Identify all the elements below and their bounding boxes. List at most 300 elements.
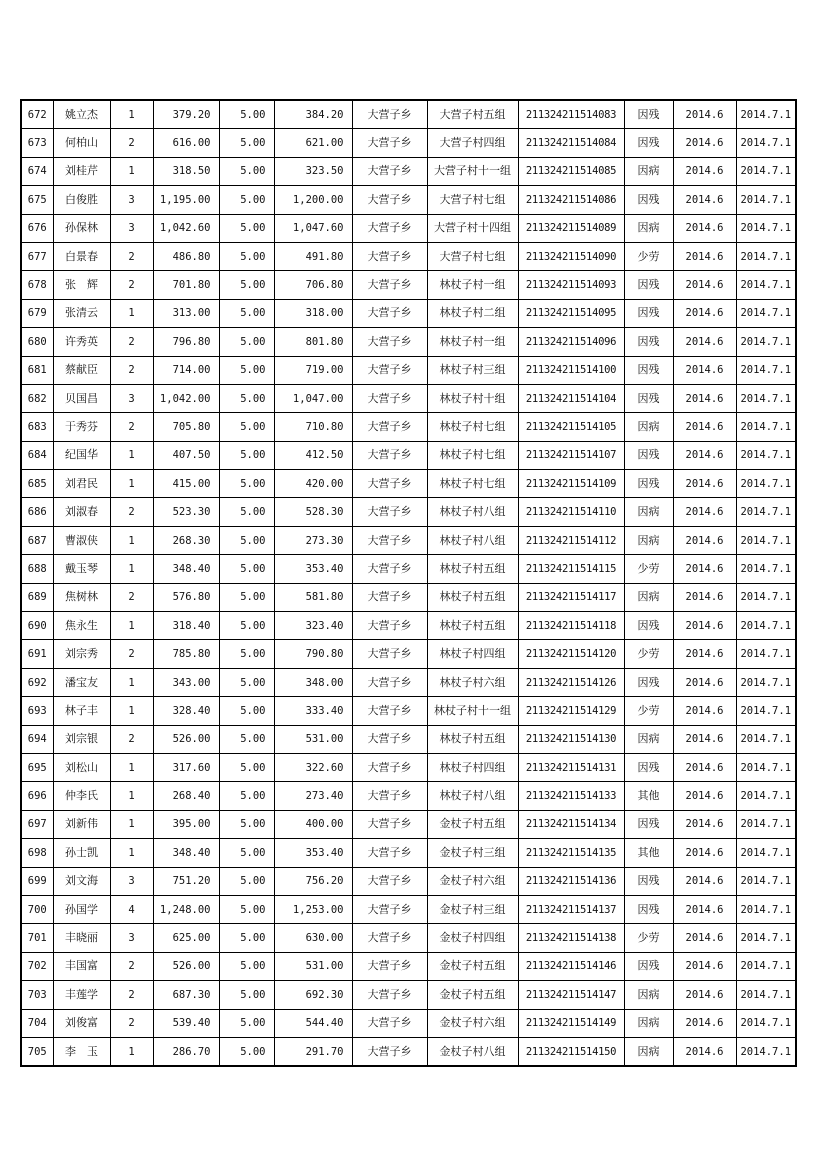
table-row bbox=[21, 356, 796, 384]
village-group: 林杖子村二组 bbox=[427, 299, 518, 327]
issue-date: 2014.7.1 bbox=[736, 441, 796, 469]
person-name: 张清云 bbox=[53, 299, 110, 327]
total-amount: 318.00 bbox=[274, 299, 352, 327]
township: 大营子乡 bbox=[352, 583, 427, 611]
person-name: 戴玉琴 bbox=[53, 555, 110, 583]
base-amount: 714.00 bbox=[153, 356, 219, 384]
township: 大营子乡 bbox=[352, 1037, 427, 1066]
row-index: 687 bbox=[21, 526, 53, 554]
village-group: 金杖子村四组 bbox=[427, 924, 518, 952]
base-amount: 1,042.00 bbox=[153, 384, 219, 412]
person-name: 孙国学 bbox=[53, 895, 110, 923]
table-row bbox=[21, 526, 796, 554]
total-amount: 400.00 bbox=[274, 810, 352, 838]
row-index: 692 bbox=[21, 668, 53, 696]
supplement-amount: 5.00 bbox=[219, 186, 274, 214]
id-code: 211324211514083 bbox=[518, 100, 624, 129]
township: 大营子乡 bbox=[352, 328, 427, 356]
person-name: 潘宝友 bbox=[53, 668, 110, 696]
village-group: 林杖子村五组 bbox=[427, 612, 518, 640]
supplement-amount: 5.00 bbox=[219, 640, 274, 668]
supplement-amount: 5.00 bbox=[219, 668, 274, 696]
household-size: 2 bbox=[110, 356, 153, 384]
reason: 因病 bbox=[624, 214, 673, 242]
issue-date: 2014.7.1 bbox=[736, 640, 796, 668]
id-code: 211324211514130 bbox=[518, 725, 624, 753]
start-date: 2014.6 bbox=[673, 753, 736, 781]
table-row bbox=[21, 612, 796, 640]
household-size: 2 bbox=[110, 413, 153, 441]
person-name: 蔡献臣 bbox=[53, 356, 110, 384]
relief-roster-table bbox=[20, 99, 797, 1067]
household-size: 1 bbox=[110, 157, 153, 185]
row-index: 677 bbox=[21, 242, 53, 270]
table-row bbox=[21, 186, 796, 214]
village-group: 金杖子村五组 bbox=[427, 981, 518, 1009]
supplement-amount: 5.00 bbox=[219, 129, 274, 157]
table-row bbox=[21, 157, 796, 185]
start-date: 2014.6 bbox=[673, 413, 736, 441]
total-amount: 322.60 bbox=[274, 753, 352, 781]
issue-date: 2014.7.1 bbox=[736, 100, 796, 129]
issue-date: 2014.7.1 bbox=[736, 555, 796, 583]
reason: 少劳 bbox=[624, 555, 673, 583]
reason: 因残 bbox=[624, 612, 673, 640]
supplement-amount: 5.00 bbox=[219, 526, 274, 554]
table-row bbox=[21, 441, 796, 469]
base-amount: 687.30 bbox=[153, 981, 219, 1009]
table-row bbox=[21, 498, 796, 526]
household-size: 1 bbox=[110, 470, 153, 498]
start-date: 2014.6 bbox=[673, 697, 736, 725]
id-code: 211324211514146 bbox=[518, 952, 624, 980]
base-amount: 268.30 bbox=[153, 526, 219, 554]
reason: 因残 bbox=[624, 441, 673, 469]
id-code: 211324211514110 bbox=[518, 498, 624, 526]
base-amount: 616.00 bbox=[153, 129, 219, 157]
supplement-amount: 5.00 bbox=[219, 214, 274, 242]
table-row bbox=[21, 981, 796, 1009]
reason: 因残 bbox=[624, 299, 673, 327]
township: 大营子乡 bbox=[352, 668, 427, 696]
id-code: 211324211514090 bbox=[518, 242, 624, 270]
person-name: 刘新伟 bbox=[53, 810, 110, 838]
base-amount: 318.40 bbox=[153, 612, 219, 640]
start-date: 2014.6 bbox=[673, 129, 736, 157]
row-index: 703 bbox=[21, 981, 53, 1009]
village-group: 林杖子村六组 bbox=[427, 668, 518, 696]
issue-date: 2014.7.1 bbox=[736, 413, 796, 441]
start-date: 2014.6 bbox=[673, 271, 736, 299]
supplement-amount: 5.00 bbox=[219, 271, 274, 299]
start-date: 2014.6 bbox=[673, 810, 736, 838]
supplement-amount: 5.00 bbox=[219, 413, 274, 441]
reason: 因病 bbox=[624, 1009, 673, 1037]
household-size: 1 bbox=[110, 697, 153, 725]
row-index: 694 bbox=[21, 725, 53, 753]
reason: 因病 bbox=[624, 1037, 673, 1066]
village-group: 大营子村五组 bbox=[427, 100, 518, 129]
household-size: 2 bbox=[110, 952, 153, 980]
base-amount: 407.50 bbox=[153, 441, 219, 469]
row-index: 700 bbox=[21, 895, 53, 923]
row-index: 684 bbox=[21, 441, 53, 469]
person-name: 仲李氏 bbox=[53, 782, 110, 810]
village-group: 林杖子村八组 bbox=[427, 782, 518, 810]
base-amount: 539.40 bbox=[153, 1009, 219, 1037]
person-name: 丰国富 bbox=[53, 952, 110, 980]
supplement-amount: 5.00 bbox=[219, 782, 274, 810]
start-date: 2014.6 bbox=[673, 100, 736, 129]
issue-date: 2014.7.1 bbox=[736, 782, 796, 810]
id-code: 211324211514120 bbox=[518, 640, 624, 668]
village-group: 大营子村十一组 bbox=[427, 157, 518, 185]
reason: 因残 bbox=[624, 328, 673, 356]
person-name: 曹淑侠 bbox=[53, 526, 110, 554]
township: 大营子乡 bbox=[352, 612, 427, 640]
reason: 少劳 bbox=[624, 697, 673, 725]
township: 大营子乡 bbox=[352, 271, 427, 299]
id-code: 211324211514126 bbox=[518, 668, 624, 696]
base-amount: 526.00 bbox=[153, 725, 219, 753]
total-amount: 291.70 bbox=[274, 1037, 352, 1066]
household-size: 1 bbox=[110, 555, 153, 583]
start-date: 2014.6 bbox=[673, 612, 736, 640]
table-row bbox=[21, 1009, 796, 1037]
village-group: 林杖子村五组 bbox=[427, 725, 518, 753]
total-amount: 1,047.60 bbox=[274, 214, 352, 242]
start-date: 2014.6 bbox=[673, 668, 736, 696]
base-amount: 785.80 bbox=[153, 640, 219, 668]
village-group: 金杖子村八组 bbox=[427, 1037, 518, 1066]
base-amount: 486.80 bbox=[153, 242, 219, 270]
person-name: 孙保林 bbox=[53, 214, 110, 242]
base-amount: 328.40 bbox=[153, 697, 219, 725]
village-group: 大营子村七组 bbox=[427, 242, 518, 270]
township: 大营子乡 bbox=[352, 100, 427, 129]
village-group: 林杖子村五组 bbox=[427, 555, 518, 583]
township: 大营子乡 bbox=[352, 526, 427, 554]
issue-date: 2014.7.1 bbox=[736, 753, 796, 781]
id-code: 211324211514135 bbox=[518, 839, 624, 867]
supplement-amount: 5.00 bbox=[219, 384, 274, 412]
supplement-amount: 5.00 bbox=[219, 299, 274, 327]
id-code: 211324211514104 bbox=[518, 384, 624, 412]
id-code: 211324211514100 bbox=[518, 356, 624, 384]
base-amount: 379.20 bbox=[153, 100, 219, 129]
household-size: 2 bbox=[110, 583, 153, 611]
total-amount: 412.50 bbox=[274, 441, 352, 469]
issue-date: 2014.7.1 bbox=[736, 952, 796, 980]
issue-date: 2014.7.1 bbox=[736, 810, 796, 838]
village-group: 金杖子村五组 bbox=[427, 952, 518, 980]
person-name: 丰莲学 bbox=[53, 981, 110, 1009]
row-index: 678 bbox=[21, 271, 53, 299]
start-date: 2014.6 bbox=[673, 1009, 736, 1037]
issue-date: 2014.7.1 bbox=[736, 186, 796, 214]
reason: 因残 bbox=[624, 271, 673, 299]
township: 大营子乡 bbox=[352, 242, 427, 270]
id-code: 211324211514084 bbox=[518, 129, 624, 157]
table-row bbox=[21, 867, 796, 895]
issue-date: 2014.7.1 bbox=[736, 1037, 796, 1066]
supplement-amount: 5.00 bbox=[219, 697, 274, 725]
id-code: 211324211514115 bbox=[518, 555, 624, 583]
base-amount: 1,248.00 bbox=[153, 895, 219, 923]
issue-date: 2014.7.1 bbox=[736, 242, 796, 270]
township: 大营子乡 bbox=[352, 753, 427, 781]
village-group: 林杖子村三组 bbox=[427, 356, 518, 384]
row-index: 697 bbox=[21, 810, 53, 838]
row-index: 675 bbox=[21, 186, 53, 214]
household-size: 2 bbox=[110, 498, 153, 526]
start-date: 2014.6 bbox=[673, 895, 736, 923]
total-amount: 420.00 bbox=[274, 470, 352, 498]
total-amount: 491.80 bbox=[274, 242, 352, 270]
table-row bbox=[21, 782, 796, 810]
village-group: 大营子村七组 bbox=[427, 186, 518, 214]
id-code: 211324211514095 bbox=[518, 299, 624, 327]
issue-date: 2014.7.1 bbox=[736, 981, 796, 1009]
township: 大营子乡 bbox=[352, 498, 427, 526]
id-code: 211324211514107 bbox=[518, 441, 624, 469]
person-name: 刘松山 bbox=[53, 753, 110, 781]
reason: 其他 bbox=[624, 839, 673, 867]
id-code: 211324211514150 bbox=[518, 1037, 624, 1066]
township: 大营子乡 bbox=[352, 867, 427, 895]
row-index: 683 bbox=[21, 413, 53, 441]
start-date: 2014.6 bbox=[673, 441, 736, 469]
household-size: 2 bbox=[110, 640, 153, 668]
issue-date: 2014.7.1 bbox=[736, 470, 796, 498]
reason: 因残 bbox=[624, 895, 673, 923]
township: 大营子乡 bbox=[352, 725, 427, 753]
village-group: 林杖子村四组 bbox=[427, 753, 518, 781]
household-size: 1 bbox=[110, 782, 153, 810]
total-amount: 801.80 bbox=[274, 328, 352, 356]
table-row bbox=[21, 555, 796, 583]
id-code: 211324211514089 bbox=[518, 214, 624, 242]
start-date: 2014.6 bbox=[673, 157, 736, 185]
table-row bbox=[21, 895, 796, 923]
row-index: 673 bbox=[21, 129, 53, 157]
base-amount: 348.40 bbox=[153, 555, 219, 583]
township: 大营子乡 bbox=[352, 981, 427, 1009]
household-size: 4 bbox=[110, 895, 153, 923]
household-size: 2 bbox=[110, 725, 153, 753]
village-group: 林杖子村八组 bbox=[427, 498, 518, 526]
base-amount: 395.00 bbox=[153, 810, 219, 838]
table-row bbox=[21, 952, 796, 980]
table-row bbox=[21, 924, 796, 952]
person-name: 焦永生 bbox=[53, 612, 110, 640]
total-amount: 273.30 bbox=[274, 526, 352, 554]
row-index: 691 bbox=[21, 640, 53, 668]
table-row bbox=[21, 640, 796, 668]
start-date: 2014.6 bbox=[673, 867, 736, 895]
township: 大营子乡 bbox=[352, 839, 427, 867]
row-index: 672 bbox=[21, 100, 53, 129]
total-amount: 710.80 bbox=[274, 413, 352, 441]
id-code: 211324211514131 bbox=[518, 753, 624, 781]
reason: 因病 bbox=[624, 157, 673, 185]
person-name: 李 玉 bbox=[53, 1037, 110, 1066]
base-amount: 313.00 bbox=[153, 299, 219, 327]
table-row bbox=[21, 839, 796, 867]
reason: 其他 bbox=[624, 782, 673, 810]
start-date: 2014.6 bbox=[673, 782, 736, 810]
total-amount: 531.00 bbox=[274, 725, 352, 753]
id-code: 211324211514105 bbox=[518, 413, 624, 441]
township: 大营子乡 bbox=[352, 384, 427, 412]
household-size: 1 bbox=[110, 526, 153, 554]
issue-date: 2014.7.1 bbox=[736, 299, 796, 327]
row-index: 686 bbox=[21, 498, 53, 526]
id-code: 211324211514096 bbox=[518, 328, 624, 356]
issue-date: 2014.7.1 bbox=[736, 271, 796, 299]
reason: 因残 bbox=[624, 186, 673, 214]
person-name: 林子丰 bbox=[53, 697, 110, 725]
row-index: 682 bbox=[21, 384, 53, 412]
id-code: 211324211514129 bbox=[518, 697, 624, 725]
base-amount: 317.60 bbox=[153, 753, 219, 781]
township: 大营子乡 bbox=[352, 782, 427, 810]
household-size: 1 bbox=[110, 299, 153, 327]
reason: 因病 bbox=[624, 526, 673, 554]
township: 大营子乡 bbox=[352, 924, 427, 952]
start-date: 2014.6 bbox=[673, 952, 736, 980]
village-group: 大营子村四组 bbox=[427, 129, 518, 157]
supplement-amount: 5.00 bbox=[219, 612, 274, 640]
household-size: 2 bbox=[110, 1009, 153, 1037]
table-row bbox=[21, 299, 796, 327]
person-name: 孙士凯 bbox=[53, 839, 110, 867]
id-code: 211324211514109 bbox=[518, 470, 624, 498]
row-index: 704 bbox=[21, 1009, 53, 1037]
issue-date: 2014.7.1 bbox=[736, 867, 796, 895]
township: 大营子乡 bbox=[352, 299, 427, 327]
row-index: 699 bbox=[21, 867, 53, 895]
township: 大营子乡 bbox=[352, 441, 427, 469]
village-group: 林杖子村七组 bbox=[427, 441, 518, 469]
id-code: 211324211514137 bbox=[518, 895, 624, 923]
reason: 少劳 bbox=[624, 640, 673, 668]
village-group: 金杖子村五组 bbox=[427, 810, 518, 838]
reason: 少劳 bbox=[624, 242, 673, 270]
total-amount: 528.30 bbox=[274, 498, 352, 526]
id-code: 211324211514093 bbox=[518, 271, 624, 299]
total-amount: 790.80 bbox=[274, 640, 352, 668]
id-code: 211324211514149 bbox=[518, 1009, 624, 1037]
township: 大营子乡 bbox=[352, 952, 427, 980]
reason: 少劳 bbox=[624, 924, 673, 952]
total-amount: 692.30 bbox=[274, 981, 352, 1009]
base-amount: 1,042.60 bbox=[153, 214, 219, 242]
start-date: 2014.6 bbox=[673, 498, 736, 526]
township: 大营子乡 bbox=[352, 555, 427, 583]
base-amount: 576.80 bbox=[153, 583, 219, 611]
reason: 因病 bbox=[624, 725, 673, 753]
total-amount: 273.40 bbox=[274, 782, 352, 810]
person-name: 刘桂芹 bbox=[53, 157, 110, 185]
total-amount: 621.00 bbox=[274, 129, 352, 157]
reason: 因残 bbox=[624, 356, 673, 384]
row-index: 680 bbox=[21, 328, 53, 356]
start-date: 2014.6 bbox=[673, 356, 736, 384]
household-size: 2 bbox=[110, 271, 153, 299]
village-group: 林杖子村七组 bbox=[427, 470, 518, 498]
row-index: 702 bbox=[21, 952, 53, 980]
issue-date: 2014.7.1 bbox=[736, 129, 796, 157]
village-group: 林杖子村十组 bbox=[427, 384, 518, 412]
person-name: 张 辉 bbox=[53, 271, 110, 299]
supplement-amount: 5.00 bbox=[219, 157, 274, 185]
start-date: 2014.6 bbox=[673, 640, 736, 668]
reason: 因残 bbox=[624, 952, 673, 980]
household-size: 1 bbox=[110, 810, 153, 838]
township: 大营子乡 bbox=[352, 697, 427, 725]
household-size: 3 bbox=[110, 214, 153, 242]
table-row bbox=[21, 725, 796, 753]
township: 大营子乡 bbox=[352, 470, 427, 498]
total-amount: 1,047.00 bbox=[274, 384, 352, 412]
township: 大营子乡 bbox=[352, 214, 427, 242]
table-row bbox=[21, 1037, 796, 1066]
total-amount: 323.40 bbox=[274, 612, 352, 640]
township: 大营子乡 bbox=[352, 895, 427, 923]
id-code: 211324211514086 bbox=[518, 186, 624, 214]
household-size: 2 bbox=[110, 242, 153, 270]
village-group: 金杖子村六组 bbox=[427, 867, 518, 895]
issue-date: 2014.7.1 bbox=[736, 214, 796, 242]
village-group: 大营子村十四组 bbox=[427, 214, 518, 242]
supplement-amount: 5.00 bbox=[219, 952, 274, 980]
person-name: 刘君民 bbox=[53, 470, 110, 498]
supplement-amount: 5.00 bbox=[219, 328, 274, 356]
reason: 因病 bbox=[624, 583, 673, 611]
household-size: 2 bbox=[110, 129, 153, 157]
table-row bbox=[21, 753, 796, 781]
supplement-amount: 5.00 bbox=[219, 1009, 274, 1037]
person-name: 刘淑春 bbox=[53, 498, 110, 526]
supplement-amount: 5.00 bbox=[219, 810, 274, 838]
issue-date: 2014.7.1 bbox=[736, 1009, 796, 1037]
base-amount: 415.00 bbox=[153, 470, 219, 498]
person-name: 刘文海 bbox=[53, 867, 110, 895]
table-row bbox=[21, 413, 796, 441]
total-amount: 353.40 bbox=[274, 839, 352, 867]
base-amount: 526.00 bbox=[153, 952, 219, 980]
row-index: 698 bbox=[21, 839, 53, 867]
start-date: 2014.6 bbox=[673, 924, 736, 952]
start-date: 2014.6 bbox=[673, 328, 736, 356]
base-amount: 268.40 bbox=[153, 782, 219, 810]
household-size: 1 bbox=[110, 668, 153, 696]
township: 大营子乡 bbox=[352, 1009, 427, 1037]
total-amount: 544.40 bbox=[274, 1009, 352, 1037]
id-code: 211324211514133 bbox=[518, 782, 624, 810]
id-code: 211324211514112 bbox=[518, 526, 624, 554]
base-amount: 318.50 bbox=[153, 157, 219, 185]
base-amount: 751.20 bbox=[153, 867, 219, 895]
start-date: 2014.6 bbox=[673, 839, 736, 867]
reason: 因残 bbox=[624, 810, 673, 838]
start-date: 2014.6 bbox=[673, 384, 736, 412]
issue-date: 2014.7.1 bbox=[736, 895, 796, 923]
household-size: 3 bbox=[110, 924, 153, 952]
supplement-amount: 5.00 bbox=[219, 867, 274, 895]
supplement-amount: 5.00 bbox=[219, 498, 274, 526]
